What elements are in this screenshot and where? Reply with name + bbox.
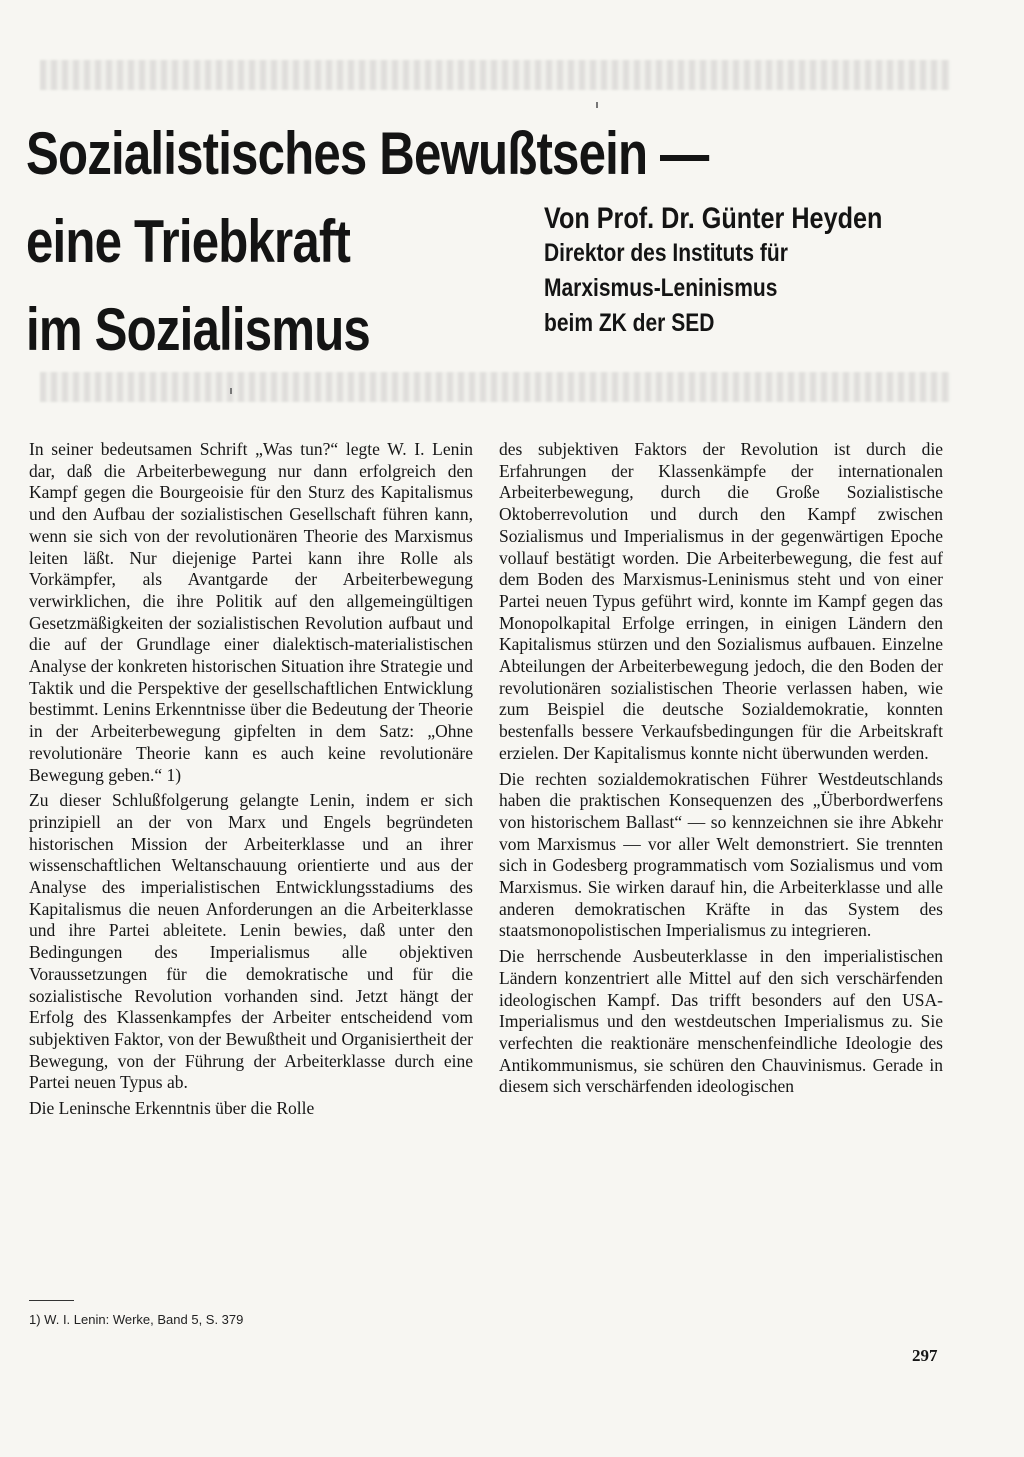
print-speck bbox=[230, 388, 232, 394]
author-role-line-3: beim ZK der SED bbox=[544, 309, 715, 337]
paragraph: Die rechten sozialdemokratischen Führer Westdeutschlands haben die praktischen Konsequenzen des „Überbordwerfens von historischem Ballast“ — so kennzeichnen sie ihre Abkehr vom Marxismus — vor aller Welt demonstriert. Sie trennten sich in Godesberg programmatisch vom Sozialismus und vom Marxismus. Sie wirken darauf hin, die Arbeiterklasse und alle anderen demokratischen Kräfte in das System des staatsmonopolistischen Imperialismus zu integrieren. bbox=[499, 768, 943, 941]
paragraph: In seiner bedeutsamen Schrift „Was tun?“ legte W. I. Lenin dar, daß die Arbeiterbewegung nur dann erfolgreich den Kampf gegen die Bourgeoisie für den Sturz des Kapitalismus und den Aufbau der sozialistischen Gesellschaft führen kann, wenn sie sich von der revolutionären Theorie des Marxismus leiten läßt. Nur diejenige Partei kann ihre Rolle als Vorkämpfer, als Avantgarde der Arbeiterbewegung verwirklichen, die ihre Politik auf den allgemeingültigen Gesetzmäßigkeiten der sozialistischen Revolution aufbaut und die auf der Grundlage einer dialektisch-materialistischen Analyse der konkreten historischen Situation ihre Strategie und Taktik und die Perspektive der gesellschaftlichen Entwicklung bestimmt. Lenins Erkenntnisse über die Bedeutung der Theorie in der Arbeiterbewegung gipfelten in dem Satz: „Ohne revolutionäre Theorie kann es auch keine revolutionäre Bewegung geben.“ 1) bbox=[29, 439, 473, 785]
paragraph: Zu dieser Schlußfolgerung gelangte Lenin, indem er sich prinzipiell an der von Marx und Engels begründeten historischen Mission der Arbeiterklasse und an ihrer wissenschaftlichen Weltanschauung orientierte und aus der Analyse des imperialistischen Entwicklungsstadiums des Kapitalismus die neuen Anforderungen an die Arbeiterklasse und ihre Partei ableitete. Lenin bewies, daß unter den Bedingungen des Imperialismus alle objektiven Voraussetzungen für die demokratische und für die sozialistische Revolution vorhanden sind. Jetzt hängt der Erfolg des Klassenkampfes der Arbeiter entscheidend vom subjektiven Faktor, von der Bewußtheit und Organisiertheit der Bewegung, von der Führung der Arbeiterklasse durch eine Partei neuen Typus ab. bbox=[29, 790, 473, 1093]
headline-line-2: eine Triebkraft bbox=[26, 208, 351, 275]
author-role-line-1: Direktor des Instituts für bbox=[544, 239, 788, 267]
author-byline bbox=[544, 202, 897, 341]
headline-line-3: im Sozialismus bbox=[26, 296, 370, 363]
author-role-line-2: Marxismus-Leninismus bbox=[544, 274, 778, 302]
left-column bbox=[29, 439, 473, 1124]
footnote: 1) W. I. Lenin: Werke, Band 5, S. 379 bbox=[29, 1312, 244, 1327]
footnote-divider bbox=[29, 1300, 74, 1301]
paragraph: des subjektiven Faktors der Revolution ist durch die Erfahrungen der Klassenkämpfe der internationalen Arbeiterbewegung, durch die Große Sozialistische Oktoberrevolution und durch den Kampf zwischen Sozialismus und Imperialismus in der gegenwärtigen Epoche vollauf bestätigt worden. Die Arbeiterbewegung, die fest auf dem Boden des Marxismus-Leninismus steht und von einer Partei neuen Typus geführt wird, konnte im Kampf gegen das Monopolkapital Erfolge erringen, in einigen Ländern den Kapitalismus stürzen und den Sozialismus aufbauen. Einzelne Abteilungen der Arbeiterbewegung jedoch, die den Boden der revolutionären sozialistischen Theorie verlassen haben, wie zum Beispiel die deutsche Sozialdemokratie, konnten bestenfalls bessere Verkaufsbedingungen für die Arbeitskraft erzielen. Der Kapitalismus konnte nicht überwunden werden. bbox=[499, 439, 943, 763]
print-speck bbox=[596, 102, 598, 108]
paragraph: Die Leninsche Erkenntnis über die Rolle bbox=[29, 1098, 315, 1119]
paragraph: Die herrschende Ausbeuterklasse in den imperialistischen Ländern konzentriert alle Mittel auf den sich verschärfenden ideologischen Kampf. Das trifft besonders auf den USA-Imperialismus und den westdeutschen Imperialismus zu. Sie verfechten die reaktionäre menschenfeindliche Ideologie des Antikommunismus, sie schüren den Chauvinismus. Gerade in diesem sich verschärfenden ideologischen bbox=[499, 946, 943, 1097]
headline-line-1: Sozialistisches Bewußtsein — bbox=[26, 120, 709, 187]
bleed-through-text-bottom bbox=[40, 372, 950, 402]
right-column bbox=[499, 439, 943, 1102]
author-name: Von Prof. Dr. Günter Heyden bbox=[544, 202, 883, 235]
bleed-through-text-top bbox=[40, 60, 950, 90]
page-number: 297 bbox=[912, 1346, 938, 1365]
